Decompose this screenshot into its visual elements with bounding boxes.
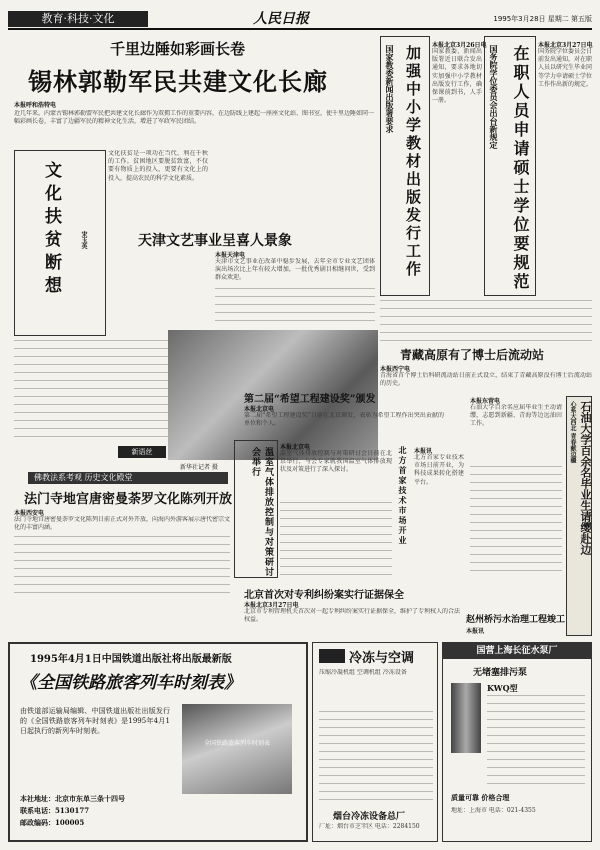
ad-cold-company: 烟台冷冻设备总厂 bbox=[333, 812, 406, 822]
degree-byline: 本报北京3月27日电 bbox=[538, 42, 593, 49]
ad-cold bbox=[312, 642, 438, 842]
addr-label: 本社地址： bbox=[20, 794, 55, 803]
tianjin-body: 天津市文艺事业在改革中稳步发展，去年全市专业文艺团体演出场次比上年有较大增加，一批优秀剧目相继问世，受到群众欢迎。 bbox=[215, 258, 375, 282]
degree-title: 在职人员申请硕士学位要规范 bbox=[511, 45, 530, 292]
section-tag: 教育·科技·文化 bbox=[8, 11, 148, 27]
patent-title: 北京首次对专利纠纷案实行证据保全 bbox=[244, 590, 404, 601]
ad-pump-contact: 地址：上海市 电话：021-4355 bbox=[451, 807, 536, 814]
lead-body: 近几年来，内蒙古锡林郭勒盟军民把共建文化长廊作为双拥工作的重要内容，在边防线上建起一座座文化站、图书室，使千里边陲如同一幅彩画长卷，丰富了边疆军民的精神文化生活，增进了军政军民团结。 bbox=[14, 110, 374, 126]
lead-kicker: 千里边陲如彩画长卷 bbox=[110, 40, 246, 58]
textbooks-title: 加强中小学教材出版发行工作 bbox=[404, 45, 422, 279]
textbooks-byline: 本报北京3月26日电 bbox=[432, 42, 487, 49]
ad-cold-products: 压缩冷凝机组 空调机组 冷冻设备 bbox=[319, 669, 407, 676]
oil-kicker: 心系大西北 青春献边疆 bbox=[569, 401, 576, 464]
ad-rail-headline: 1995年4月1日中国铁道出版社将出版最新版 bbox=[30, 654, 232, 665]
tianjin-body-cont bbox=[215, 288, 375, 328]
ad-rail bbox=[8, 642, 308, 842]
ad-cold-text bbox=[319, 711, 433, 807]
france-byline: 本报西安电 bbox=[14, 510, 45, 517]
degree-head bbox=[484, 36, 536, 296]
ad-rail-tel bbox=[20, 806, 89, 816]
column-body: 文化扶贫是一项功在当代、利在千秋的工作。贫困地区要脱贫致富，不仅要有物质上的投入，更要有文化上的投入，提高农民的科学文化素质。 bbox=[108, 150, 208, 182]
patent-byline: 本报北京3月27日电 bbox=[244, 602, 299, 609]
ad-pump-product: 无堵塞排污泵 bbox=[473, 668, 528, 678]
france-body-cont bbox=[14, 536, 230, 596]
column-title: 文化扶贫断想 bbox=[41, 161, 61, 299]
lead-title: 锡林郭勒军民共建文化长廊 bbox=[28, 67, 328, 96]
france-title: 法门寺地宫唐密曼荼罗文化陈列开放 bbox=[24, 492, 233, 507]
hope-body: 第二届“希望工程建设奖”日前在北京颁发，表彰为希望工程作出突出贡献的单位和个人。 bbox=[244, 412, 444, 428]
tianjin-byline: 本报天津电 bbox=[215, 252, 246, 259]
france-kicker: 佛教法系考观 历史文化殿堂 bbox=[28, 472, 228, 484]
oil-title: 石油大学百余名毕业生请缨赴边 bbox=[579, 401, 592, 555]
ad-pump-model: KWQ型 bbox=[487, 683, 518, 693]
france-body: 法门寺地宫唐密曼荼罗文化陈列日前正式对外开放，向海内外游客展示唐代密宗文化的丰富内涵。 bbox=[14, 516, 230, 532]
textbooks-subtitle: 国家教委新闻出版署要求 bbox=[385, 45, 395, 133]
textbooks-head bbox=[380, 36, 430, 296]
newspaper-logo: 人民日报 bbox=[253, 11, 309, 27]
bridge-byline: 本报讯 bbox=[466, 628, 485, 635]
ad-rail-addr bbox=[20, 794, 125, 804]
ad-rail-book: 《全国铁路旅客列车时刻表》 bbox=[20, 673, 241, 693]
book-cover-image bbox=[182, 704, 292, 794]
tel-value: 5130177 bbox=[55, 806, 90, 815]
hope-title: 第二届“希望工程建设奖”颁发 bbox=[244, 394, 376, 405]
tech-title: 北方首家技术市场开业 bbox=[398, 446, 408, 546]
tech-body: 北方首家专业技术市场日前开业，为科技成果转化搭建平台。 bbox=[414, 454, 464, 486]
lead-byline: 本报呼和浩特电 bbox=[14, 102, 57, 109]
oil-body-cont bbox=[470, 466, 562, 576]
column-author: 宋玉英 bbox=[80, 231, 87, 249]
oil-body: 石油大学百余名应届毕业生主动请缨，志愿到新疆、青海等边远油田工作。 bbox=[470, 404, 562, 428]
climate-title: 温室气体排放控制与对策研讨会举行 bbox=[250, 447, 273, 577]
bridge-title: 赵州桥污水治理工程竣工 bbox=[466, 615, 566, 625]
pump-image bbox=[451, 683, 481, 753]
tianjin-title: 天津文艺事业呈喜人景象 bbox=[138, 233, 292, 249]
oil-head bbox=[566, 396, 592, 636]
page-header bbox=[8, 8, 592, 30]
photo-caption: 新华社记者 摄 bbox=[180, 464, 218, 471]
qinghai-body: 青海省首个博士后科研流动站日前正式设立，结束了青藏高原没有博士后流动站的历史。 bbox=[380, 372, 592, 388]
patent-body: 北京市专利管理机关首次对一起专利纠纷案实行证据保全，维护了专利权人的合法权益。 bbox=[244, 608, 460, 624]
book-cover-text: 全国铁路旅客列车时刻表 bbox=[203, 740, 270, 747]
ad-pump-slogan: 质量可靠 价格合理 bbox=[451, 793, 510, 802]
hope-byline: 本报北京电 bbox=[244, 406, 275, 413]
ad-cold-logo-icon bbox=[319, 649, 345, 663]
ad-rail-zip bbox=[20, 818, 84, 828]
ad-pump-title: 国营上海长征水泵厂 bbox=[443, 643, 591, 659]
column-box bbox=[14, 150, 106, 336]
zip-label: 邮政编码： bbox=[20, 818, 55, 827]
ad-cold-title: 冷冻与空调 bbox=[349, 651, 415, 666]
oil-byline: 本报东营电 bbox=[470, 398, 501, 405]
degree-body: 国务院学位委员会日前发出通知，对在职人员以研究生毕业同等学力申请硕士学位工作作出新的规定。 bbox=[538, 48, 592, 88]
column-label: 新语丝 bbox=[118, 446, 166, 458]
dateline: 1995年3月28日 星期二 第五版 bbox=[493, 15, 592, 23]
tel-label: 联系电话： bbox=[20, 806, 55, 815]
qinghai-title: 青藏高原有了博士后流动站 bbox=[400, 348, 545, 362]
climate-body: 温室气体排放控制与对策研讨会日前在北京举行，与会专家就我国温室气体排放现状及对策进行了深入探讨。 bbox=[280, 450, 392, 474]
degree-subtitle: 国务院学位委员会出台新规定 bbox=[489, 45, 499, 149]
ad-rail-body: 由铁道部运输局编辑、中国铁道出版社出版发行的《全国铁路旅客列车时刻表》是1995年4月1日起执行的新列车时刻表。 bbox=[20, 707, 170, 735]
degree-body-cont bbox=[380, 300, 592, 342]
ad-pump-text bbox=[487, 695, 585, 785]
ad-pump bbox=[442, 642, 592, 842]
climate-byline: 本报北京电 bbox=[280, 444, 311, 451]
tech-byline: 本报讯 bbox=[414, 448, 433, 455]
climate-body-cont bbox=[280, 502, 392, 578]
ad-cold-contact: 厂址：烟台市芝罘区 电话：2284150 bbox=[319, 823, 420, 830]
textbooks-body: 国家教委、新闻出版署近日联合发出通知，要求各地切实加强中小学教材出版发行工作，确保课前到书，人手一册。 bbox=[432, 48, 482, 105]
zip-value: 100005 bbox=[55, 818, 85, 827]
qinghai-byline: 本报西宁电 bbox=[380, 366, 411, 373]
addr-value: 北京市东单三条十四号 bbox=[55, 794, 125, 803]
climate-head bbox=[234, 440, 278, 578]
